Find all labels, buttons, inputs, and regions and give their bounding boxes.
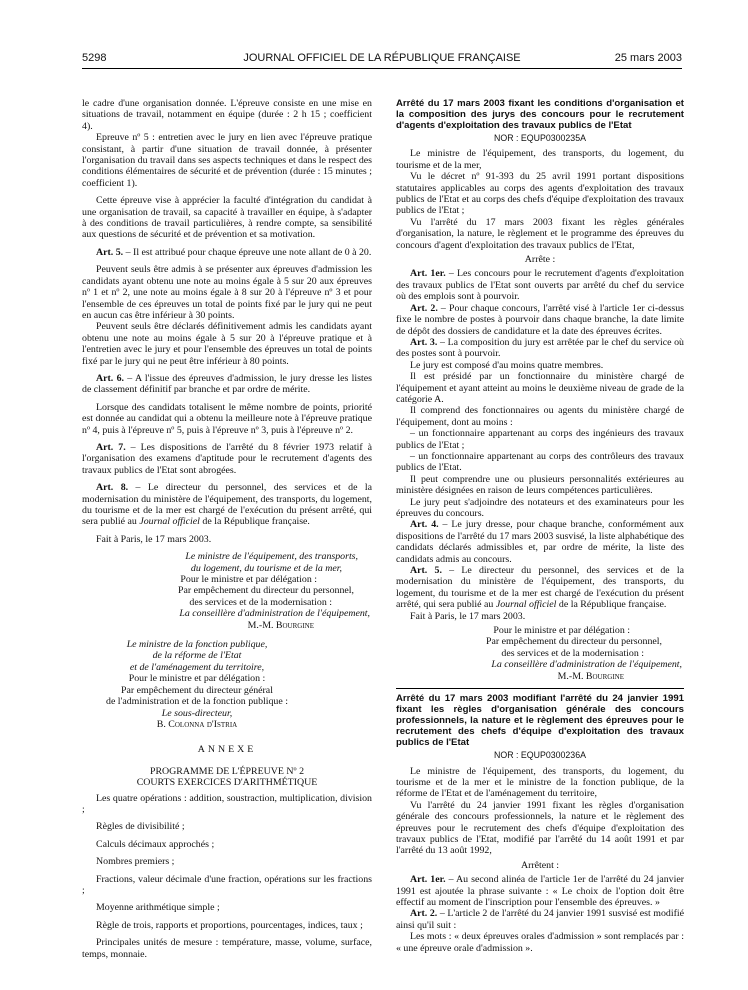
decree-title: Arrêté du 17 mars 2003 fixant les conditions d'organisation et la composition des jurys des concours pour le recrutement d'agents d'exploitation des travaux publics de l'Etat	[396, 98, 684, 131]
article-label: Art. 2.	[410, 908, 438, 920]
list-item: Moyenne arithmétique simple ;	[96, 902, 220, 914]
journal-reference: Journal officiel	[495, 599, 557, 611]
signature-block: Pour le ministre et par délégation : Par empêchement du directeur du personnel, des services et de la modernisation : La conseillère d'administration de l'équipement, M.-M. Bourgine	[396, 625, 684, 682]
nor-reference: NOR : EQUP0300236A	[494, 750, 586, 761]
article-2: Art. 2. – L'article 2 de l'arrêté du 24 janvier 1991 susvisé est modifié ainsi qu'il suit :	[396, 908, 684, 931]
paragraph: Il comprend des fonctionnaires ou agents du ministère chargé de l'équipement, dont au moins :	[396, 405, 684, 428]
annexe-heading: ANNEXE	[197, 744, 257, 756]
article-4: Art. 4. – Le jury dresse, pour chaque branche, conformément aux dispositions de l'arrêté du 17 mars 2003 susvisé, la liste alphabétique des candidats déclarés admissibles et, par ordre de mérite, la liste des candidats admis au concours.	[396, 519, 684, 565]
paragraph: Lorsque des candidats totalisent le même nombre de points, priorité est donnée au candidat qui a obtenu la meilleure note à l'épreuve pratique nº 4, puis à l'épreuve nº 5, puis à l'épreuve nº 3, puis à l'épreuve nº 2.	[82, 401, 372, 436]
arretent-label: Arrêtent :	[520, 859, 560, 871]
left-column	[82, 98, 372, 960]
article-5: Art. 5. – Il est attribué pour chaque épreuve une note allant de 0 à 20.	[96, 246, 372, 258]
paragraph: Il est présidé par un fonctionnaire du ministère chargé de l'équipement et ayant atteint au moins le deuxième niveau de grade de la catégorie A.	[396, 371, 684, 405]
article-label: Art. 7.	[96, 441, 126, 453]
article-label: Art. 4.	[410, 519, 439, 531]
signatory-name: M.-M. Bourgine	[557, 670, 624, 682]
page-header	[82, 50, 682, 68]
right-column	[396, 98, 684, 954]
journal-title: JOURNAL OFFICIEL DE LA RÉPUBLIQUE FRANÇAISE	[243, 52, 521, 64]
article-1: Art. 1er. – Au second alinéa de l'article 1er de l'arrêté du 24 janvier 1991 est ajoutée la phrase suivante : « Le choix de l'option doit être effectif au moment de l'inscription pour l'ensemble des épreuves. »	[396, 874, 684, 908]
list-item: Fractions, valeur décimale d'une fraction, opérations sur les fractions ;	[82, 873, 372, 896]
paragraph: le cadre d'une organisation donnée. L'épreuve consiste en une mise en situations de travail, notamment en équipe (durée : 2 h 15 ; coefficient 4).	[82, 98, 372, 132]
paragraph: Epreuve nº 5 : entretien avec le jury en lien avec l'épreuve pratique consistant, à partir d'une situation de travail donnée, à présenter l'organisation du travail dans ses aspects techniques et dans le respect des conditions élémentaires de sécurité et de prévention (durée : 15 minutes ; coefficient 1).	[82, 132, 372, 189]
decree-title: Arrêté du 17 mars 2003 modifiant l'arrêté du 24 janvier 1991 fixant les règles d'organisation générale des concours professionnels, la nature et le règlement des épreuves pour le recrutement des chefs d'équipe d'exploitation des travaux publics de l'Etat	[396, 693, 684, 749]
paragraph: Les mots : « deux épreuves orales d'admission » sont remplacés par : « une épreuve orale d'admission ».	[396, 931, 684, 954]
section-divider	[396, 688, 684, 689]
page-number: 5298	[82, 52, 107, 64]
article-label: Art. 5.	[96, 246, 124, 258]
paragraph: Vu l'arrêté du 17 mars 2003 fixant les règles générales d'organisation, la nature, le règlement et le programme des épreuves du concours d'agent d'exploitation des travaux publics de l'Etat,	[396, 216, 684, 251]
article-2: Art. 2. – Pour chaque concours, l'arrêté visé à l'article 1er ci-dessus fixe le nombre de postes à pourvoir dans chaque branche, la date limite de dépôt des dossiers de candidature et la date des épreuves écrites.	[396, 302, 684, 337]
programme-title: PROGRAMME DE L'ÉPREUVE Nº 2	[149, 765, 305, 777]
article-1: Art. 1er. – Les concours pour le recrutement d'agents d'exploitation des travaux publics de l'Etat sont ouverts par arrêté du chef du service où des emplois sont à pourvoir.	[396, 268, 684, 303]
article-label: Art. 2.	[410, 302, 438, 314]
paragraph: Le ministre de l'équipement, des transports, du logement, du tourisme et de la mer et le ministre de la fonction publique, de la réforme de l'Etat et de l'aménagement du territoire,	[396, 765, 684, 800]
fait-a-paris: Fait à Paris, le 17 mars 2003.	[96, 533, 212, 545]
list-item: – un fonctionnaire appartenant au corps des ingénieurs des travaux publics de l'Etat ;	[396, 428, 684, 451]
paragraph: Vu le décret nº 91-393 du 25 avril 1991 portant dispositions statutaires applicables au corps des agents d'exploitation des travaux publics de l'Etat et au corps des chefs d'équipe d'exploitation des travaux publics de l'Etat ;	[396, 171, 684, 217]
signatory-name: B. Colonna d'Istria	[156, 718, 238, 730]
article-7: Art. 7. – Les dispositions de l'arrêté du 8 février 1973 relatif à l'organisation des examens d'aptitude pour le recrutement d'agents des travaux publics de l'Etat sont abrogées.	[82, 441, 373, 476]
list-item: – un fonctionnaire appartenant au corps des contrôleurs des travaux publics de l'Etat.	[396, 450, 684, 474]
article-6: Art. 6. – A l'issue des épreuves d'admission, le jury dresse les listes de classement définitif par branche et par ordre de mérite.	[82, 372, 372, 396]
article-label: Art. 3.	[410, 336, 438, 348]
journal-reference: Journal officiel	[139, 516, 200, 528]
paragraph: Vu l'arrêté du 24 janvier 1991 fixant les règles d'organisation générale des concours professionnels, la nature et le règlement des épreuves pour le recrutement des chefs d'équipe d'exploitation des travaux publics de l'Etat, modifié par l'arrêté du 14 août 1991 et par l'arrêté du 13 août 1992,	[396, 799, 684, 857]
paragraph: Le jury peut s'adjoindre des notateurs et des examinateurs pour les épreuves du concours.	[396, 496, 684, 519]
paragraph: Peuvent seuls être admis à se présenter aux épreuves d'admission les candidats ayant obtenu une note au moins égale à 5 sur 20 aux épreuves nº 1 et nº 2, une note au moins égale à 8 sur 20 à l'épreuve nº 3 et pour l'ensemble de ces épreuves un total de points fixé par le jury qui ne peut en aucun cas être inférieur à 30 points.	[82, 264, 372, 321]
signature-block: Le ministre de la fonction publique, de la réforme de l'Etat et de l'aménagement du territoire, Pour le ministre et par délégation : Par empêchement du directeur général de l'administration et de la fonction publique : Le sous-directeur, B. Colonna d'Istria	[82, 639, 312, 730]
article-3: Art. 3. – La composition du jury est arrêtée par le chef du service où des postes sont à pourvoir.	[396, 336, 684, 360]
list-item: Règle de trois, rapports et proportions, pourcentages, indices, taux ;	[96, 919, 363, 931]
article-label: Art. 8.	[96, 482, 129, 494]
article-label: Art. 1er.	[410, 874, 446, 886]
nor-reference: NOR : EQUP0300235A	[494, 133, 586, 143]
paragraph: Le ministre de l'équipement, des transports, du logement, du tourisme et de la mer,	[396, 148, 684, 171]
paragraph: Le jury est composé d'au moins quatre membres.	[410, 359, 604, 371]
list-item: Principales unités de mesure : température, masse, volume, surface, temps, monnaie.	[82, 937, 372, 960]
list-item: Calculs décimaux approchés ;	[96, 838, 215, 850]
issue-date: 25 mars 2003	[614, 52, 682, 64]
article-5: Art. 5. – Le directeur du personnel, des services et de la modernisation du ministère de l'équipement, des transports, du logement, du tourisme et de la mer est chargé de l'exécution du présent arrêté, qui sera publié au Journal officiel de la République française.	[396, 565, 684, 611]
arrete-label: Arrête :	[524, 254, 556, 266]
list-item: Règles de divisibilité ;	[96, 821, 185, 833]
article-8: Art. 8. – Le directeur du personnel, des services et de la modernisation du ministère de l'équipement, des transports, du logement, du tourisme et de la mer est chargé de l'exécution du présent arrêté, qui sera publié au Journal officiel de la République française.	[82, 482, 373, 528]
programme-subtitle: COURTS EXERCICES D'ARITHMÉTIQUE	[136, 777, 318, 789]
article-label: Art. 1er.	[410, 268, 446, 280]
article-label: Art. 6.	[96, 372, 124, 384]
paragraph: Il peut comprendre une ou plusieurs personnalités extérieures au ministère désignées en raison de leurs compétences particulières.	[396, 473, 684, 497]
paragraph: Cette épreuve vise à apprécier la faculté d'intégration du candidat à une organisation de travail, sa capacité à travailler en équipe, à s'adapter à des conditions de travail particulières, à rendre compte, sa sensibilité aux questions de sécurité et de prévention et sa motivation.	[82, 195, 372, 241]
list-item: Les quatre opérations : addition, soustraction, multiplication, division ;	[82, 792, 372, 815]
article-label: Art. 5.	[410, 565, 442, 577]
paragraph: Peuvent seuls être déclarés définitivement admis les candidats ayant obtenu une note au moins égale à 5 sur 20 à l'épreuve pratique et à l'entretien avec le jury et pour l'ensemble des épreuves un total de points fixé par le jury qui ne peut être inférieur à 80 points.	[82, 321, 372, 367]
signatory-name: M.-M. Bourgine	[247, 619, 314, 631]
header-rule	[82, 68, 682, 69]
fait-a-paris: Fait à Paris, le 17 mars 2003.	[410, 610, 526, 622]
signature-block: Le ministre de l'équipement, des transports, du logement, du tourisme et de la mer, Pour le ministre et par délégation : Par empêchement du directeur du personnel, des services et de la modernisation : La conseillère d'administration de l'équipement, M.-M. Bourgine	[82, 551, 372, 631]
list-item: Nombres premiers ;	[96, 856, 175, 868]
